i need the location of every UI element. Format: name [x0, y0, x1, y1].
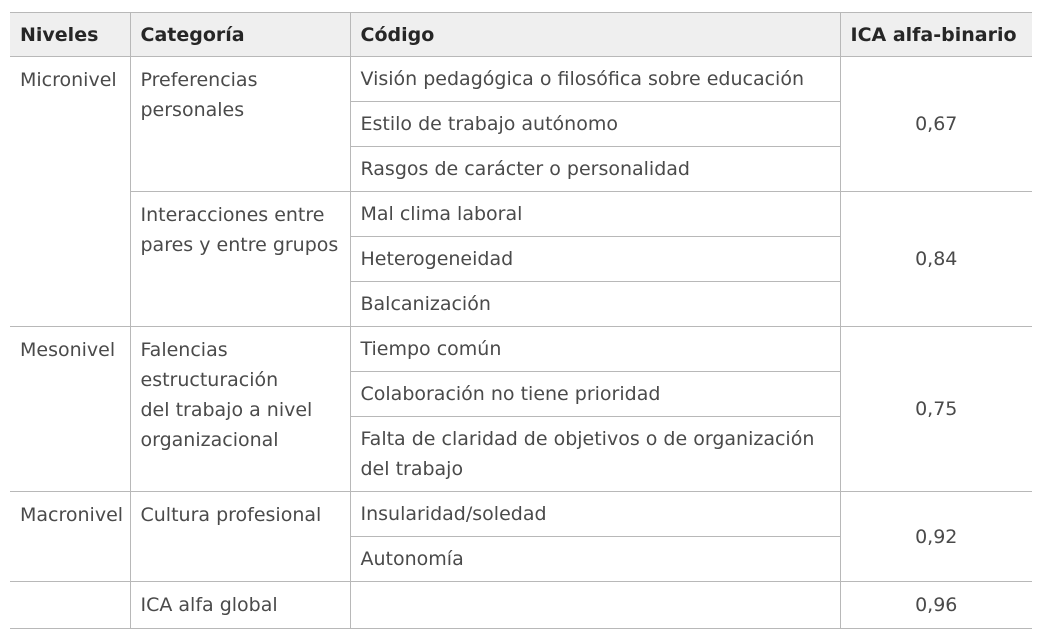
global-label: ICA alfa global [130, 582, 350, 629]
cell-line: Interacciones entre [140, 204, 325, 226]
code-cell [350, 282, 840, 327]
cell-line: organizacional [140, 429, 279, 451]
cell-line: del trabajo [360, 458, 464, 480]
cell-line: Rasgos de carácter o personalidad [360, 158, 690, 180]
cell-line: Heterogeneidad [360, 248, 514, 270]
cell-line: del trabajo a nivel [140, 399, 313, 421]
cell-line: Falta de claridad de objetivos o de organización [360, 428, 815, 450]
category-cell [130, 327, 350, 492]
header-row [10, 13, 1032, 57]
code-cell [350, 492, 840, 537]
ica-value-cell: 0,92 [840, 492, 1032, 582]
table-body [10, 57, 1032, 629]
code-cell [350, 327, 840, 372]
level-cell [10, 582, 130, 629]
code-cell [350, 192, 840, 237]
level-cell: Macronivel [10, 492, 130, 582]
code-cell [350, 102, 840, 147]
cell-line: personales [140, 99, 245, 121]
header-ica: ICA alfa-binario [840, 13, 1032, 57]
cell-line: Insularidad/soledad [360, 503, 547, 525]
code-cell [350, 417, 840, 492]
level-cell: Micronivel [10, 57, 130, 327]
global-value: 0,96 [840, 582, 1032, 629]
code-cell [350, 582, 840, 629]
cell-line: Colaboración no tiene prioridad [360, 383, 661, 405]
table-row [10, 57, 1032, 102]
table-row [10, 492, 1032, 537]
header-niveles: Niveles [10, 13, 130, 57]
ica-value-cell: 0,67 [840, 57, 1032, 192]
code-cell [350, 537, 840, 582]
header-codigo: Código [350, 13, 840, 57]
category-cell [130, 192, 350, 327]
table-row [10, 327, 1032, 372]
cell-line: Falencias [140, 339, 228, 361]
header-categoria: Categoría [130, 13, 350, 57]
cell-line: Autonomía [360, 548, 464, 570]
code-cell [350, 237, 840, 282]
cell-line: estructuración [140, 369, 279, 391]
cell-line: Mal clima laboral [360, 203, 523, 225]
code-cell [350, 147, 840, 192]
table-row [10, 192, 1032, 237]
category-cell [130, 492, 350, 582]
cell-line: pares y entre grupos [140, 234, 339, 256]
level-cell: Mesonivel [10, 327, 130, 492]
cell-line: Tiempo común [360, 338, 502, 360]
ica-table [10, 12, 1032, 629]
cell-line: Estilo de trabajo autónomo [360, 113, 618, 135]
cell-line: Preferencias [140, 69, 258, 91]
cell-line: Cultura profesional [140, 504, 322, 526]
code-cell [350, 57, 840, 102]
ica-value-cell: 0,75 [840, 327, 1032, 492]
category-cell [130, 57, 350, 192]
code-cell [350, 372, 840, 417]
cell-line: Balcanización [360, 293, 491, 315]
global-row [10, 582, 1032, 629]
cell-line: Visión pedagógica o filosófica sobre educación [360, 68, 804, 90]
ica-value-cell: 0,84 [840, 192, 1032, 327]
